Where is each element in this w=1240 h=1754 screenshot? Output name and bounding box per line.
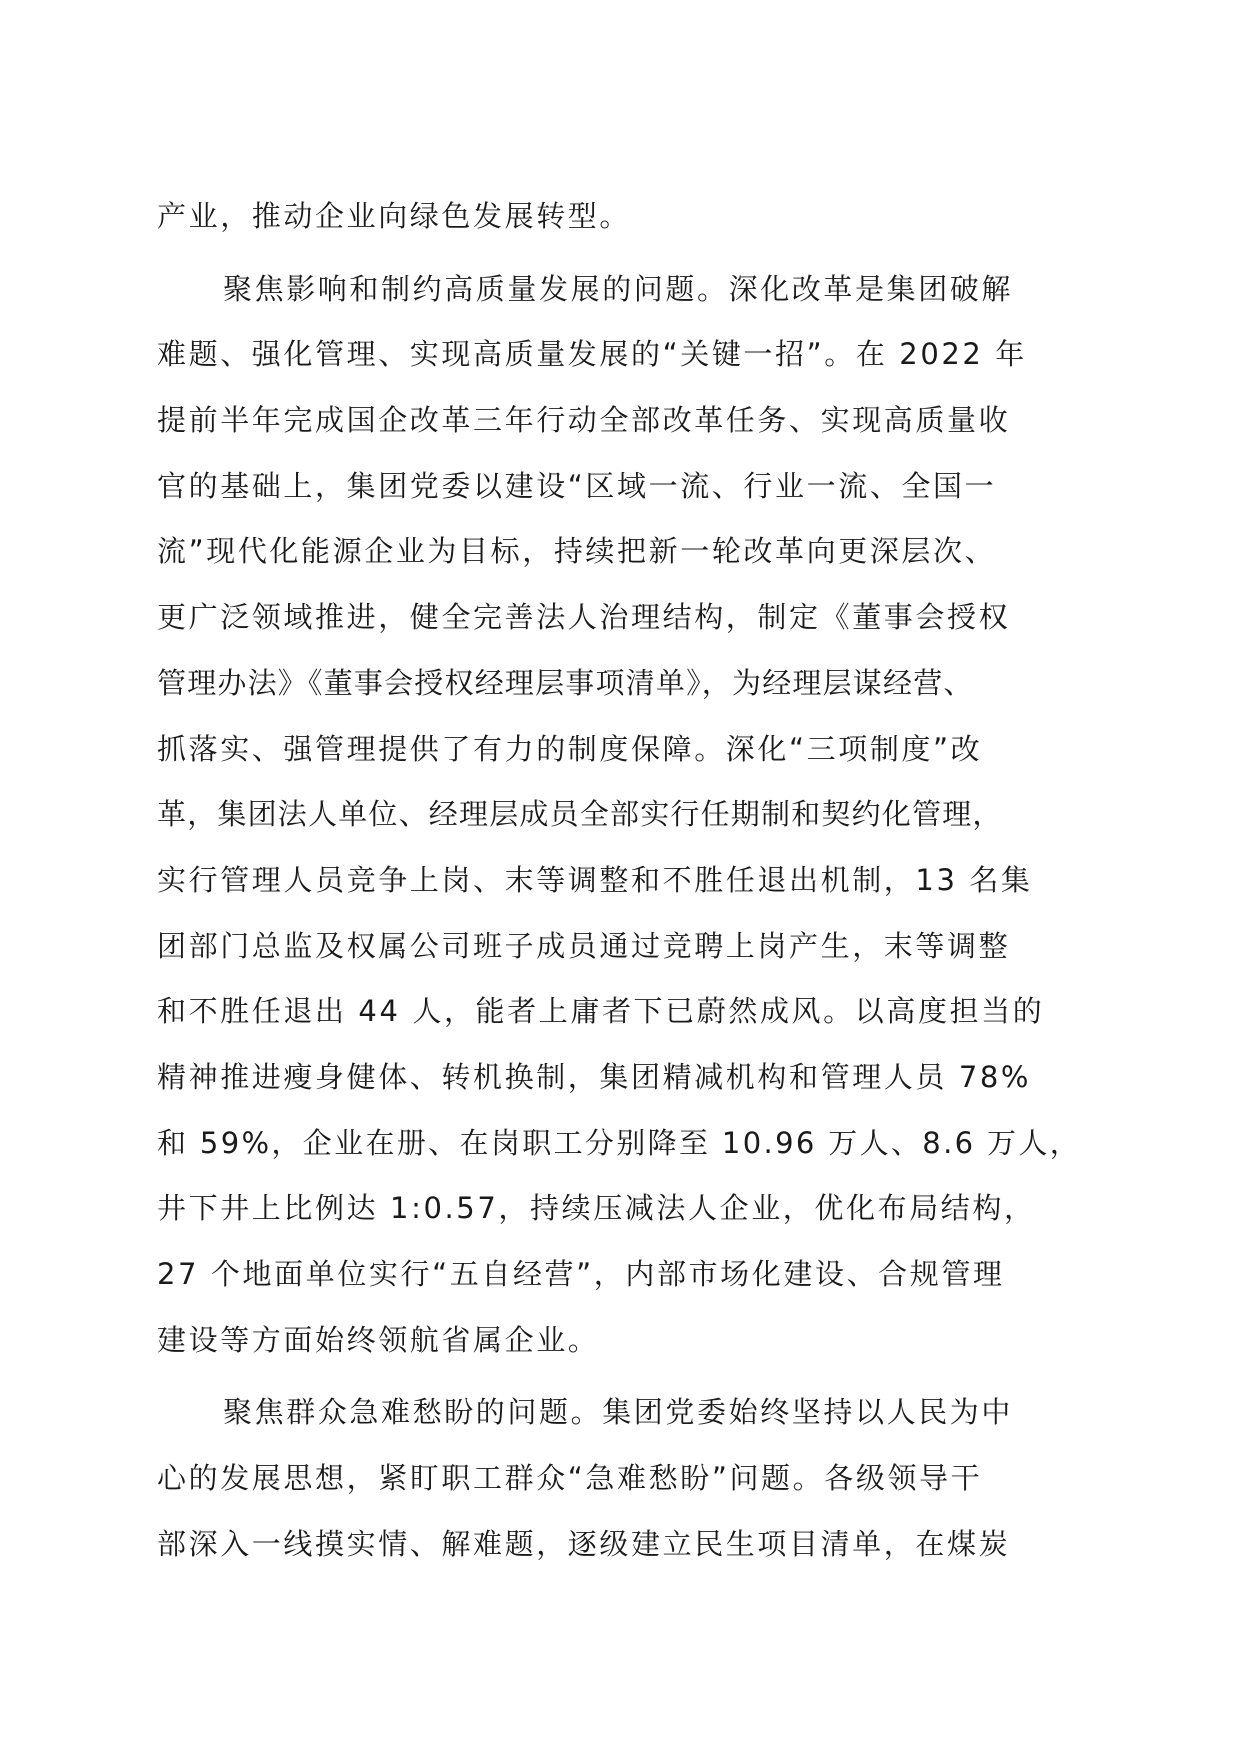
paragraph-line: 更广泛领域推进，健全完善法人治理结构，制定《董事会授权 — [157, 600, 1011, 635]
paragraph-line: 部深入一线摸实情、解难题，逐级建立民生项目清单，在煤炭 — [157, 1526, 1011, 1561]
paragraph-line: 和 59%，企业在册、在岗职工分别降至 10.96 万人、8.6 万人， — [157, 1125, 1082, 1160]
paragraph-line: 革，集团法人单位、经理层成员全部实行任期制和契约化管理， — [157, 797, 1003, 832]
paragraph-line: 产业，推动企业向绿色发展转型。 — [157, 199, 632, 233]
paragraph-line: 聚焦群众急难愁盼的问题。集团党委始终坚持以人民为中 — [223, 1395, 1014, 1430]
paragraph-line: 官的基础上，集团党委以建设“区域一流、行业一流、全国一 — [157, 468, 997, 503]
paragraph-line: 聚焦影响和制约高质量发展的问题。深化改革是集团破解 — [223, 271, 1014, 306]
paragraph-line: 和不胜任退出 44 人，能者上庸者下已蔚然成风。以高度担当的 — [157, 994, 1045, 1029]
paragraph-line: 井下井上比例达 1:0.57，持续压减法人企业，优化布局结构， — [157, 1191, 1036, 1226]
paragraph-line: 提前半年完成国企改革三年行动全部改革任务、实现高质量收 — [157, 403, 1011, 438]
paragraph-line: 难题、强化管理、实现高质量发展的“关键一招”。在 2022 年 — [157, 337, 1027, 372]
paragraph-line: 精神推进瘦身健体、转机换制，集团精减机构和管理人员 78% — [157, 1059, 1032, 1094]
paragraph-line: 实行管理人员竞争上岗、末等调整和不胜任退出机制，13 名集 — [157, 862, 1033, 897]
paragraph-line: 心的发展思想，紧盯职工群众“急难愁盼”问题。各级领导干 — [157, 1461, 983, 1496]
paragraph-line: 抓落实、强管理提供了有力的制度保障。深化“三项制度”改 — [157, 731, 983, 766]
paragraph-line: 建设等方面始终领航省属企业。 — [157, 1322, 600, 1357]
paragraph-line: 流”现代化能源企业为目标，持续把新一轮改革向更深层次、 — [157, 534, 997, 569]
paragraph-line: 团部门总监及权属公司班子成员通过竞聘上岗产生，末等调整 — [157, 928, 1011, 963]
paragraph-line: 管理办法》《董事会授权经理层事项清单》，为经理层谋经营、 — [157, 665, 974, 700]
paragraph-line: 27 个地面单位实行“五自经营”，内部市场化建设、合规管理 — [157, 1257, 1005, 1291]
body-text — [157, 184, 1087, 1577]
